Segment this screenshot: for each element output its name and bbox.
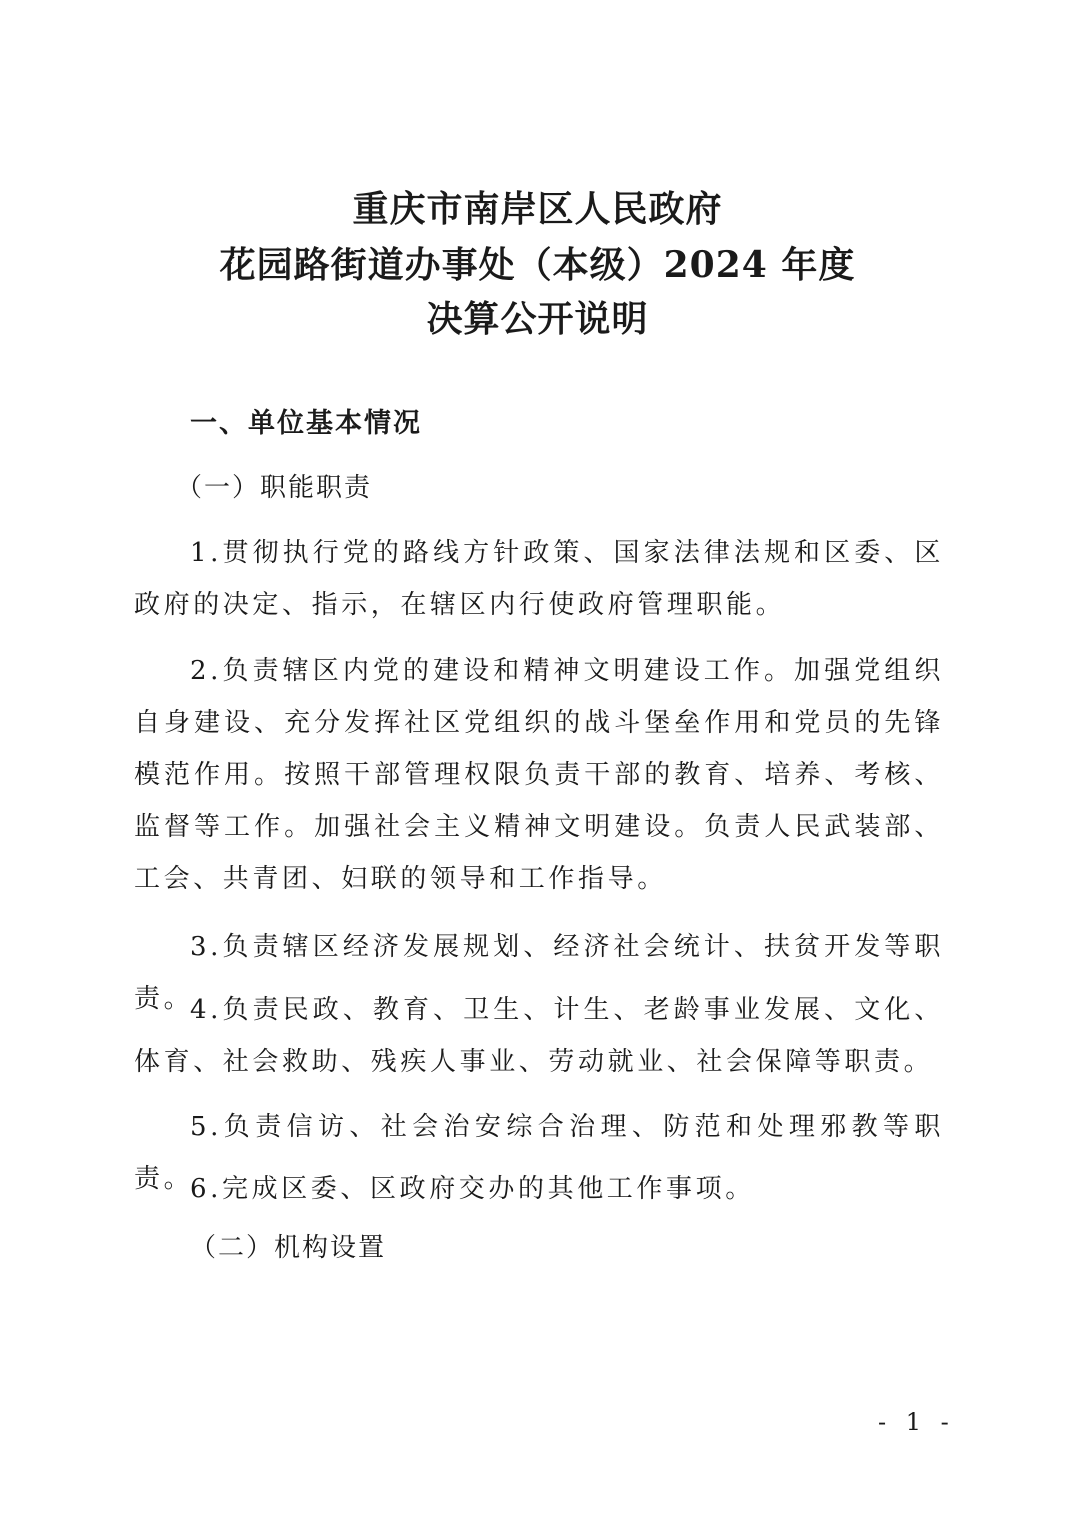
- duty-item-1: 1.贯彻执行党的路线方针政策、国家法律法规和区委、区政府的决定、指示，在辖区内行使政府管理职能。: [134, 538, 944, 620]
- page-number: - 1 -: [878, 1408, 955, 1436]
- document-title-line-2: 花园路街道办事处（本级）2024 年度: [219, 244, 856, 286]
- document-title-line-3: 决算公开说明: [426, 298, 649, 340]
- subsection-heading-organization: （二）机构设置: [190, 1233, 387, 1263]
- duty-item-3: 3.负责辖区经济发展规划、经济社会统计、扶贫开发等职责。: [134, 932, 944, 1014]
- document-title-line-1: 重庆市南岸区人民政府: [352, 188, 723, 230]
- section-heading-basic-info: 一、单位基本情况: [190, 408, 422, 439]
- duty-item-2: 2.负责辖区内党的建设和精神文明建设工作。加强党组织自身建设、充分发挥社区党组织的战斗堡垒作用和党员的先锋模范作用。按照干部管理权限负责干部的教育、培养、考核、监督等工作。加强社会主义精神文明建设。负责人民武装部、工会、共青团、妇联的领导和工作指导。: [134, 656, 944, 894]
- duty-item-5: 5.负责信访、社会治安综合治理、防范和处理邪教等职责。: [134, 1112, 944, 1194]
- duty-item-4: 4.负责民政、教育、卫生、计生、老龄事业发展、文化、体育、社会救助、残疾人事业、劳动就业、社会保障等职责。: [134, 995, 944, 1077]
- duty-item-6: 6.完成区委、区政府交办的其他工作事项。: [190, 1174, 755, 1204]
- subsection-heading-duties: （一）职能职责: [176, 473, 373, 503]
